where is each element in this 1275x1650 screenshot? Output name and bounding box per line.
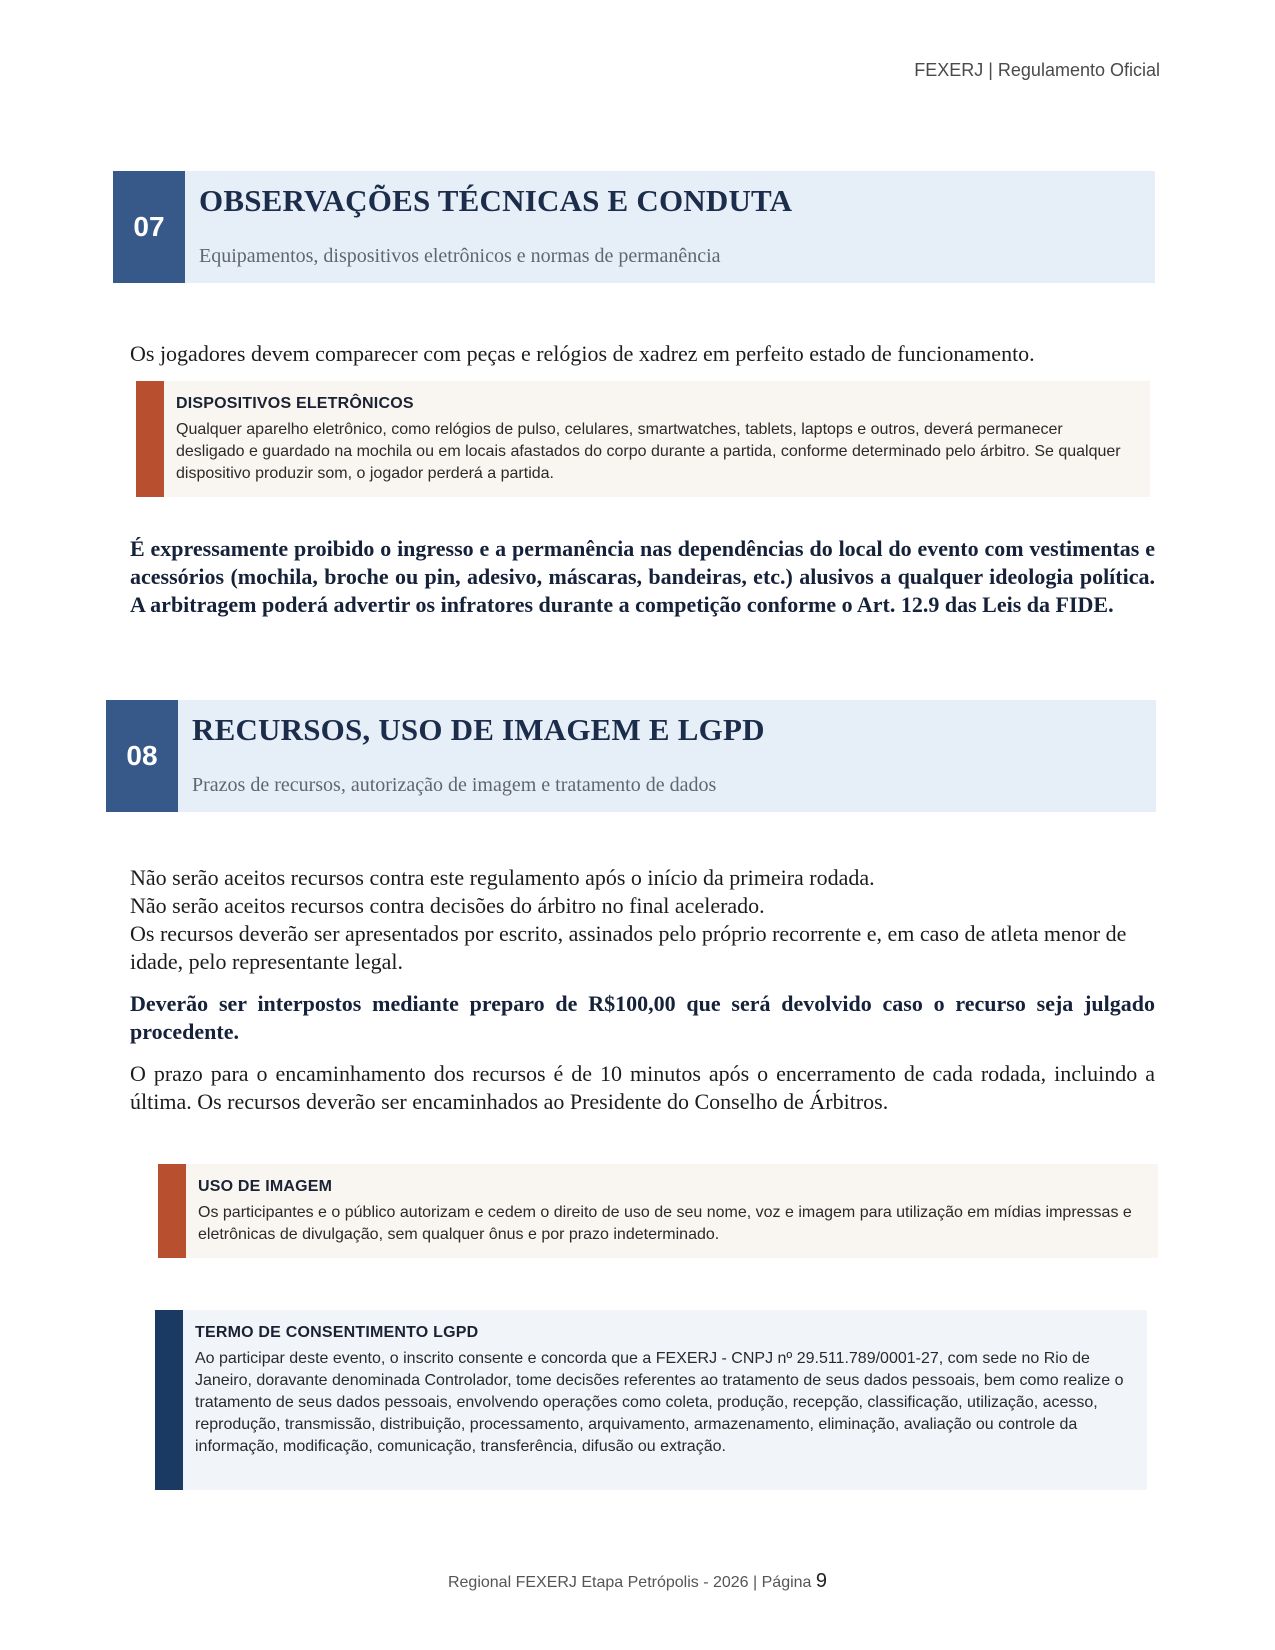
section-title: OBSERVAÇÕES TÉCNICAS E CONDUTA <box>199 183 793 218</box>
appeals-line: Os recursos deverão ser apresentados por escrito, assinados pelo próprio recorrente e, em caso de atleta menor de idade, pelo representante legal. <box>130 921 1127 974</box>
footer-text: Regional FEXERJ Etapa Petrópolis - 2026 | Página <box>447 1574 812 1591</box>
section-number: 07 <box>113 171 185 283</box>
callout-accent-bar <box>155 1310 183 1490</box>
section-subtitle: Prazos de recursos, autorização de imagem e tratamento de dados <box>192 774 717 796</box>
callout-text: Qualquer aparelho eletrônico, como relógios de pulso, celulares, smartwatches, tablets, laptops e outros, deverá permanecer desligado e guardado na mochila ou em locais afastados do corpo durante a partida, conforme determinado pelo árbitro. Se qualquer dispositivo produzir som, o jogador perderá a partida. <box>176 421 1121 482</box>
callout-accent-bar <box>136 381 164 497</box>
section-header-07 <box>113 171 1155 283</box>
deadline-text: O prazo para o encaminhamento dos recursos é de 10 minutos após o encerramento de cada rodada, incluindo a última. Os recursos deverão ser encaminhados ao Presidente do Conselho de Árbitros. <box>130 1061 1155 1114</box>
callout-label: DISPOSITIVOS ELETRÔNICOS <box>176 395 414 412</box>
appeals-line: Não serão aceitos recursos contra decisões do árbitro no final acelerado. <box>130 893 765 918</box>
fee-text: Deverão ser interpostos mediante preparo de R$100,00 que será devolvido caso o recurso seja julgado procedente. <box>130 991 1155 1044</box>
page-footer <box>0 1570 1275 1593</box>
appeals-line: Não serão aceitos recursos contra este regulamento após o início da primeira rodada. <box>130 865 875 890</box>
intro-text: Os jogadores devem comparecer com peças e relógios de xadrez em perfeito estado de funcionamento. <box>130 341 1035 366</box>
appeals-paragraph <box>130 864 1160 976</box>
section-number: 08 <box>106 700 178 812</box>
callout-text: Ao participar deste evento, o inscrito consente e concorda que a FEXERJ - CNPJ nº 29.511.789/0001-27, com sede no Rio de Janeiro, doravante denominada Controlador, tome decisões referentes ao tratamento de seus dados pessoais, bem como realize o tratamento de seus dados pessoais, envolvendo operações como coleta, produção, recepção, classificação, utilização, acesso, reprodução, transmissão, distribuição, processamento, arquivamento, armazenamento, eliminação, avaliação ou controle da informação, modificação, comunicação, transferência, difusão ou extração. <box>195 1350 1124 1455</box>
fee-paragraph <box>130 990 1155 1046</box>
callout-text: Os participantes e o público autorizam e cedem o direito de uso de seu nome, voz e imagem para utilização em mídias impressas e eletrônicas de divulgação, sem qualquer ônus e por prazo indeterminado. <box>198 1204 1132 1243</box>
intro-paragraph <box>130 340 1160 368</box>
section-subtitle: Equipamentos, dispositivos eletrônicos e normas de permanência <box>199 245 721 267</box>
callout-label: USO DE IMAGEM <box>198 1178 333 1195</box>
callout-image-use <box>158 1164 1158 1258</box>
political-paragraph <box>130 535 1155 619</box>
section-header-08 <box>106 700 1156 812</box>
page-number: 9 <box>815 1570 828 1592</box>
callout-label: TERMO DE CONSENTIMENTO LGPD <box>195 1324 479 1341</box>
callout-devices <box>136 381 1150 497</box>
callout-accent-bar <box>158 1164 186 1258</box>
callout-lgpd <box>155 1310 1147 1490</box>
section-title: RECURSOS, USO DE IMAGEM E LGPD <box>192 712 765 747</box>
political-text: É expressamente proibido o ingresso e a permanência nas dependências do local do evento com vestimentas e acessórios (mochila, broche ou pin, adesivo, máscaras, bandeiras, etc.) alusivos a qualquer ideologia política. A arbitragem poderá advertir os infratores durante a competição conforme o Art. 12.9 das Leis da FIDE. <box>130 536 1155 617</box>
deadline-paragraph <box>130 1060 1155 1116</box>
running-header: FEXERJ | Regulamento Oficial <box>914 60 1160 80</box>
